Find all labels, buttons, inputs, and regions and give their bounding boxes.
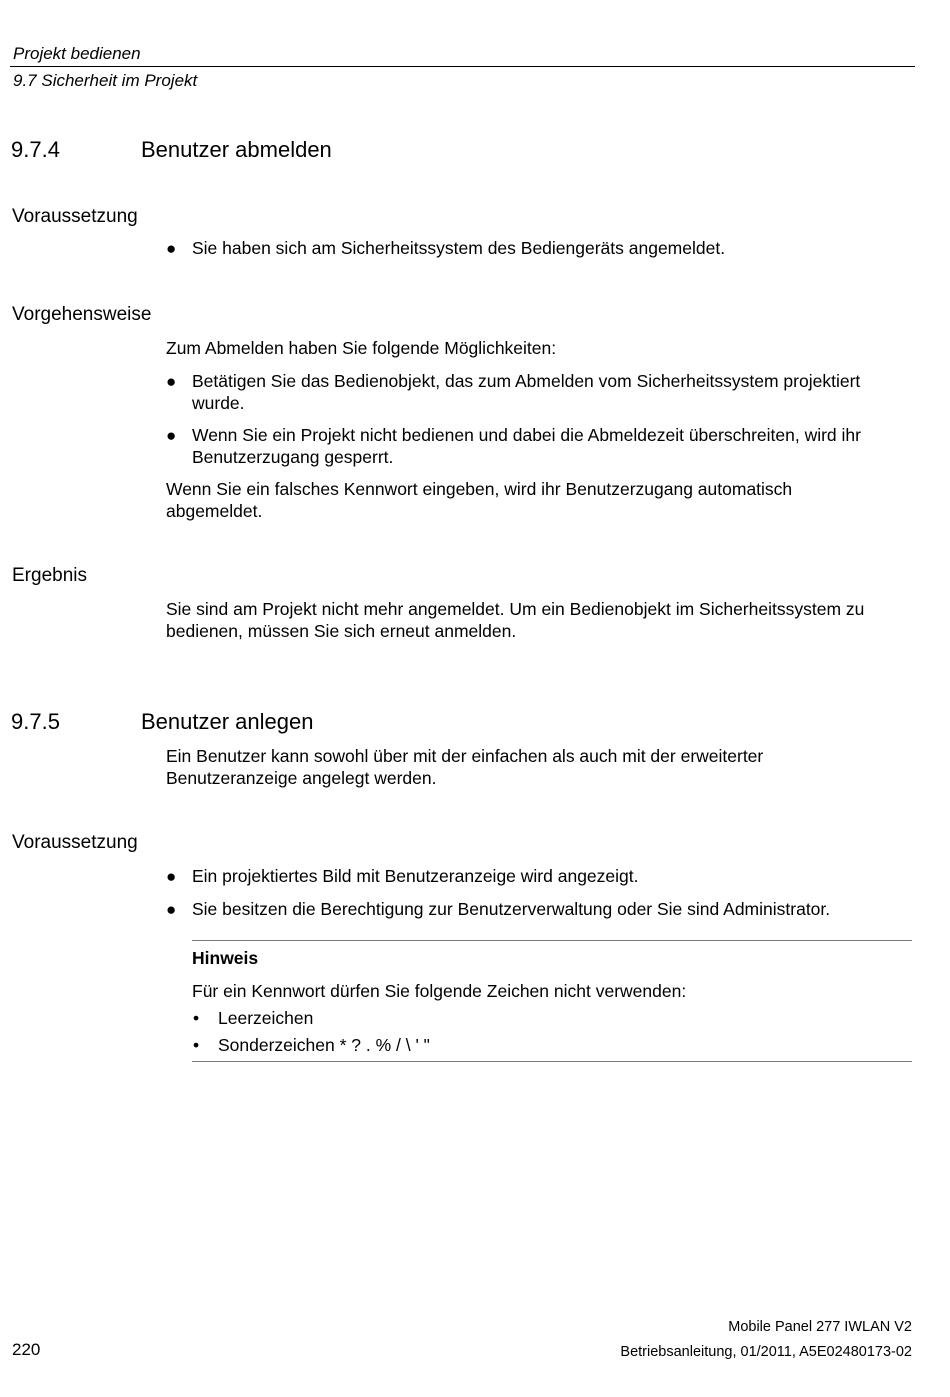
section-975-number: 9.7.5 bbox=[11, 709, 60, 734]
section-974-title: Benutzer abmelden bbox=[141, 137, 332, 162]
bullet-icon: ● bbox=[166, 867, 177, 886]
prerequisite-item-975-2: Sie besitzen die Berechtigung zur Benutzerverwaltung oder Sie sind Administrator. bbox=[192, 899, 831, 919]
bullet-icon: ● bbox=[166, 239, 177, 258]
result-line2: bedienen, müssen Sie sich erneut anmelden. bbox=[166, 621, 517, 641]
note-top-rule bbox=[192, 940, 912, 941]
footer-product: Mobile Panel 277 IWLAN V2 bbox=[728, 1319, 912, 1335]
note-title: Hinweis bbox=[192, 948, 259, 968]
prerequisite-heading-974: Voraussetzung bbox=[12, 206, 138, 227]
note-text: Für ein Kennwort dürfen Sie folgende Zeichen nicht verwenden: bbox=[192, 981, 687, 1001]
section-975-intro-line2: Benutzeranzeige angelegt werden. bbox=[166, 768, 437, 788]
result-heading: Ergebnis bbox=[12, 565, 87, 586]
running-header-chapter: Projekt bedienen bbox=[13, 44, 141, 63]
bullet-icon: ● bbox=[166, 372, 177, 391]
bullet-icon: ● bbox=[166, 426, 177, 445]
procedure-heading-974: Vorgehensweise bbox=[12, 304, 152, 325]
prerequisite-heading-975: Voraussetzung bbox=[12, 832, 138, 853]
prerequisite-item-975-1: Ein projektiertes Bild mit Benutzeranzeige wird angezeigt. bbox=[192, 866, 639, 886]
procedure-item-1-line1: Betätigen Sie das Bedienobjekt, das zum Abmelden vom Sicherheitssystem projektiert bbox=[192, 371, 861, 391]
procedure-note-line1: Wenn Sie ein falsches Kennwort eingeben, wird ihr Benutzerzugang automatisch bbox=[166, 479, 793, 499]
result-line1: Sie sind am Projekt nicht mehr angemeldet. Um ein Bedienobjekt im Sicherheitssystem zu bbox=[166, 599, 865, 619]
page-number: 220 bbox=[12, 1340, 41, 1359]
procedure-item-1-line2: wurde. bbox=[192, 393, 245, 413]
procedure-intro: Zum Abmelden haben Sie folgende Möglichkeiten: bbox=[166, 338, 557, 358]
section-975-title: Benutzer anlegen bbox=[141, 709, 314, 734]
bullet-icon: • bbox=[193, 1035, 200, 1055]
bullet-icon: • bbox=[193, 1008, 200, 1028]
procedure-note-line2: abgemeldet. bbox=[166, 501, 263, 521]
running-header-section: 9.7 Sicherheit im Projekt bbox=[13, 71, 198, 90]
section-975-intro-line1: Ein Benutzer kann sowohl über mit der einfachen als auch mit der erweiterter bbox=[166, 746, 764, 766]
note-bottom-rule bbox=[192, 1061, 912, 1062]
prerequisite-item-974: Sie haben sich am Sicherheitssystem des Bediengeräts angemeldet. bbox=[192, 238, 726, 258]
footer-document: Betriebsanleitung, 01/2011, A5E02480173-02 bbox=[620, 1344, 912, 1360]
header-rule bbox=[10, 66, 915, 67]
note-item-1: Leerzeichen bbox=[218, 1008, 314, 1028]
procedure-item-2-line2: Benutzerzugang gesperrt. bbox=[192, 447, 394, 467]
section-974-number: 9.7.4 bbox=[11, 137, 60, 162]
note-item-2: Sonderzeichen * ? . % / \ ' " bbox=[218, 1035, 430, 1055]
procedure-item-2-line1: Wenn Sie ein Projekt nicht bedienen und dabei die Abmeldezeit überschreiten, wird ihr bbox=[192, 425, 861, 445]
bullet-icon: ● bbox=[166, 900, 177, 919]
